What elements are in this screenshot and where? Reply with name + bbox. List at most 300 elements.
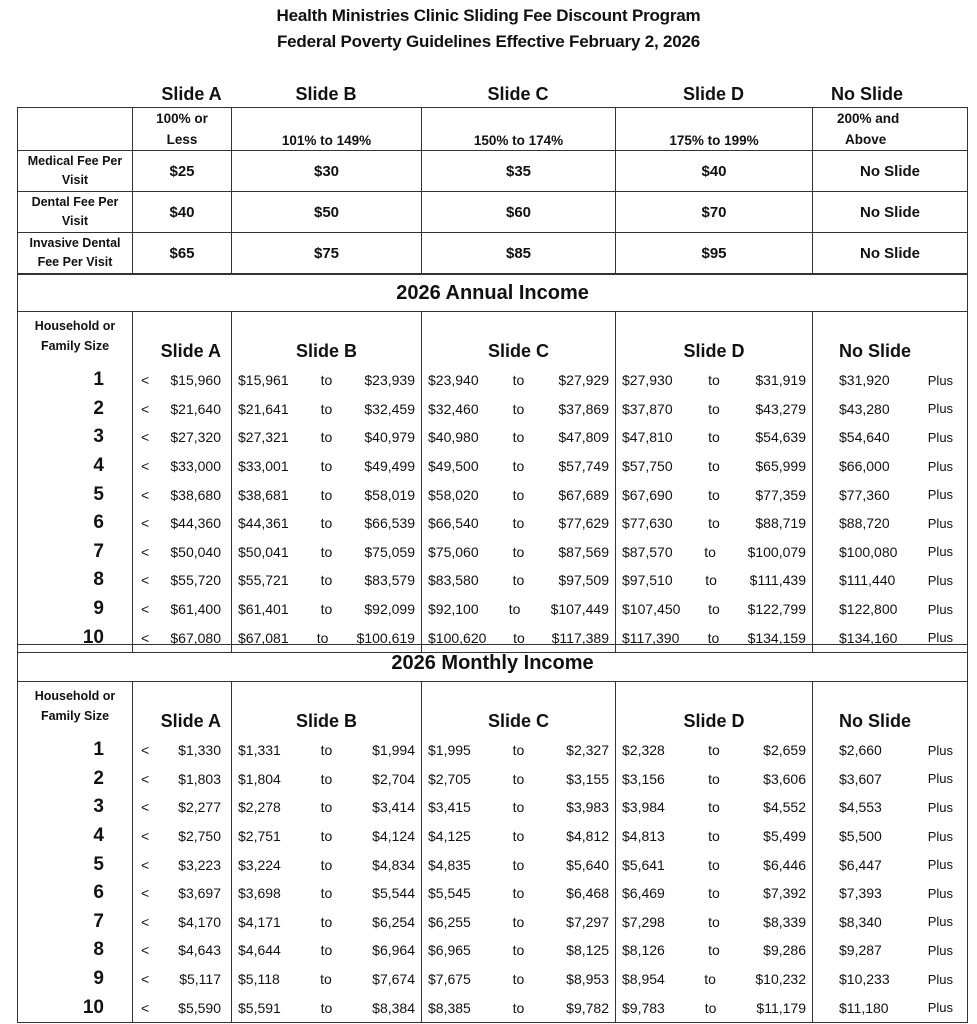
range-max: $32,459 xyxy=(364,400,415,417)
range-max: $43,279 xyxy=(755,400,806,417)
range-min: $31,920 xyxy=(839,372,890,389)
range-max: $92,099 xyxy=(364,601,415,618)
range-min: $8,385 xyxy=(428,999,471,1016)
slide-c-range xyxy=(422,993,616,1022)
fee-row-label: Medical Fee Per Visit xyxy=(18,151,133,192)
range-to: to xyxy=(320,999,333,1016)
range-to: to xyxy=(708,400,720,417)
household-size: 4 xyxy=(18,452,133,481)
range-max: $44,360 xyxy=(170,515,221,532)
range-max: $11,179 xyxy=(756,999,806,1016)
range-min: $88,720 xyxy=(839,515,890,532)
range-to: to xyxy=(512,429,525,446)
plus-label: Plus xyxy=(927,914,954,930)
range-max: $88,719 xyxy=(755,515,806,532)
range-to: to xyxy=(320,942,333,959)
range-min: $2,328 xyxy=(622,742,665,759)
fee-table xyxy=(17,107,968,274)
range-max: $9,782 xyxy=(566,999,609,1016)
slide-label-c: Slide C xyxy=(487,84,549,104)
income-row xyxy=(18,879,968,908)
range-max: $40,979 xyxy=(364,429,415,446)
no-slide-range xyxy=(813,850,968,879)
slide-d-range xyxy=(616,452,813,481)
slide-label-b: Slide B xyxy=(295,84,357,104)
slide-c-range xyxy=(422,566,616,595)
range-min: $4,644 xyxy=(238,942,281,959)
plus-label: Plus xyxy=(927,857,954,873)
poverty-level-b: 101% to 149% xyxy=(232,108,422,151)
range-to: to xyxy=(512,856,525,873)
range-min: $15,961 xyxy=(238,372,289,389)
plus-label: Plus xyxy=(927,544,954,560)
slide-a-range xyxy=(133,793,232,822)
range-min: $66,000 xyxy=(839,458,890,475)
less-than-sign: < xyxy=(141,942,150,959)
range-max: $75,059 xyxy=(364,543,415,560)
no-slide-range xyxy=(813,538,968,567)
household-size: 3 xyxy=(18,423,133,452)
range-max: $8,384 xyxy=(372,999,415,1016)
fee-value-c: $35 xyxy=(422,151,616,192)
range-to: to xyxy=(708,372,720,389)
slide-d-range xyxy=(616,538,813,567)
range-min: $4,835 xyxy=(428,856,471,873)
slide-c-range xyxy=(422,423,616,452)
range-max: $37,869 xyxy=(558,400,609,417)
slide-d-range xyxy=(616,936,813,965)
document-title: Health Ministries Clinic Sliding Fee Discount Program xyxy=(276,6,701,25)
less-than-sign: < xyxy=(141,458,150,475)
range-max: $1,994 xyxy=(372,742,415,759)
range-max: $1,803 xyxy=(178,770,221,787)
empty-cell xyxy=(18,108,133,151)
slide-a-range xyxy=(133,509,232,538)
range-to: to xyxy=(320,885,333,902)
range-to: to xyxy=(513,629,525,646)
slide-b-range xyxy=(232,595,422,624)
slide-c-range xyxy=(422,736,616,765)
household-size: 1 xyxy=(18,366,133,395)
slide-d-range xyxy=(616,793,813,822)
range-min: $107,450 xyxy=(622,601,681,618)
range-to: to xyxy=(512,372,525,389)
no-slide-range xyxy=(813,822,968,851)
range-to: to xyxy=(320,856,333,873)
less-than-sign: < xyxy=(141,742,150,759)
range-to: to xyxy=(512,742,525,759)
range-max: $23,939 xyxy=(364,372,415,389)
range-min: $50,041 xyxy=(238,543,289,560)
range-to: to xyxy=(320,429,333,446)
fee-value-c: $85 xyxy=(422,233,616,274)
less-than-sign: < xyxy=(141,572,150,589)
slide-b-range xyxy=(232,879,422,908)
range-min: $27,930 xyxy=(622,372,673,389)
slide-c-range xyxy=(422,965,616,994)
range-min: $40,980 xyxy=(428,429,479,446)
slide-b-range xyxy=(232,566,422,595)
slide-a-range xyxy=(133,423,232,452)
no-slide-range xyxy=(813,366,968,395)
range-max: $65,999 xyxy=(755,458,806,475)
slide-a-range xyxy=(133,736,232,765)
range-max: $67,080 xyxy=(170,629,221,646)
range-min: $2,278 xyxy=(238,799,281,816)
slide-a-range xyxy=(133,993,232,1022)
slide-b-header: Slide B xyxy=(232,312,422,367)
less-than-sign: < xyxy=(141,770,150,787)
income-row xyxy=(18,480,968,509)
range-min: $97,510 xyxy=(622,572,673,589)
less-than-sign: < xyxy=(141,885,150,902)
slide-a-header: Slide A xyxy=(133,312,232,367)
range-to: to xyxy=(708,856,720,873)
plus-label: Plus xyxy=(927,1000,954,1016)
less-than-sign: < xyxy=(141,486,150,503)
slide-b-range xyxy=(232,965,422,994)
range-to: to xyxy=(707,629,720,646)
range-min: $21,641 xyxy=(238,400,289,417)
poverty-level-none: 200% and Above xyxy=(813,108,968,151)
range-max: $6,254 xyxy=(372,913,415,930)
range-min: $8,340 xyxy=(839,913,882,930)
no-slide-range xyxy=(813,936,968,965)
range-max: $3,606 xyxy=(763,770,806,787)
plus-label: Plus xyxy=(927,828,954,844)
range-to: to xyxy=(512,913,525,930)
slide-a-range xyxy=(133,908,232,937)
slide-b-range xyxy=(232,452,422,481)
range-min: $10,233 xyxy=(839,971,890,988)
slide-b-range xyxy=(232,736,422,765)
slide-b-range xyxy=(232,908,422,937)
poverty-level-a: 100% or Less xyxy=(133,108,232,151)
range-min: $4,125 xyxy=(428,828,471,845)
slide-c-range xyxy=(422,822,616,851)
plus-label: Plus xyxy=(927,771,954,787)
range-max: $8,339 xyxy=(763,913,806,930)
range-max: $3,983 xyxy=(566,799,609,816)
no-slide-range xyxy=(813,993,968,1022)
range-max: $77,629 xyxy=(558,515,609,532)
slide-a-header: Slide A xyxy=(133,682,232,737)
slide-a-range xyxy=(133,765,232,794)
range-max: $4,170 xyxy=(178,913,221,930)
range-min: $23,940 xyxy=(428,372,479,389)
household-size-header: Household or Family Size xyxy=(18,682,133,737)
range-min: $3,156 xyxy=(622,770,665,787)
no-slide-range xyxy=(813,566,968,595)
slide-c-header: Slide C xyxy=(422,682,616,737)
less-than-sign: < xyxy=(141,629,150,646)
less-than-sign: < xyxy=(141,543,150,560)
plus-label: Plus xyxy=(927,601,954,617)
range-to: to xyxy=(320,828,333,845)
range-min: $3,698 xyxy=(238,885,281,902)
slide-a-range xyxy=(133,395,232,424)
less-than-sign: < xyxy=(141,999,150,1016)
range-min: $4,813 xyxy=(622,828,665,845)
slide-b-header: Slide B xyxy=(232,682,422,737)
plus-label: Plus xyxy=(927,885,954,901)
plus-label: Plus xyxy=(927,572,954,588)
slide-c-range xyxy=(422,879,616,908)
slide-b-range xyxy=(232,509,422,538)
plus-label: Plus xyxy=(927,742,954,758)
range-min: $1,804 xyxy=(238,770,281,787)
slide-b-range xyxy=(232,395,422,424)
range-to: to xyxy=(708,828,720,845)
no-slide-header: No Slide xyxy=(813,682,968,737)
range-max: $6,468 xyxy=(566,885,609,902)
range-to: to xyxy=(708,942,720,959)
slide-c-range xyxy=(422,908,616,937)
range-min: $92,100 xyxy=(428,601,479,618)
range-to: to xyxy=(704,999,717,1016)
slide-c-range xyxy=(422,595,616,624)
annual-header-row xyxy=(18,312,968,367)
range-to: to xyxy=(320,770,333,787)
slide-d-range xyxy=(616,395,813,424)
range-min: $77,360 xyxy=(839,486,890,503)
no-slide-range xyxy=(813,908,968,937)
range-min: $6,447 xyxy=(839,856,882,873)
range-max: $7,297 xyxy=(566,913,609,930)
less-than-sign: < xyxy=(141,856,150,873)
monthly-income-heading: 2026 Monthly Income xyxy=(18,645,968,682)
slide-d-range xyxy=(616,509,813,538)
range-to: to xyxy=(320,799,333,816)
range-max: $50,040 xyxy=(170,543,221,560)
slide-column-labels xyxy=(0,84,977,108)
fee-row-label: Dental Fee Per Visit xyxy=(18,192,133,233)
range-to: to xyxy=(320,486,333,503)
slide-a-range xyxy=(133,965,232,994)
income-row xyxy=(18,366,968,395)
slide-b-range xyxy=(232,538,422,567)
range-to: to xyxy=(320,515,333,532)
household-size: 8 xyxy=(18,936,133,965)
range-to: to xyxy=(320,572,333,589)
household-size: 3 xyxy=(18,793,133,822)
range-min: $117,390 xyxy=(622,629,680,646)
slide-a-range xyxy=(133,480,232,509)
no-slide-range xyxy=(813,452,968,481)
slide-d-range xyxy=(616,736,813,765)
less-than-sign: < xyxy=(141,429,150,446)
income-row xyxy=(18,423,968,452)
household-size: 7 xyxy=(18,908,133,937)
slide-b-range xyxy=(232,822,422,851)
household-size: 5 xyxy=(18,480,133,509)
slide-b-range xyxy=(232,850,422,879)
income-row xyxy=(18,908,968,937)
range-min: $6,469 xyxy=(622,885,665,902)
range-max: $87,569 xyxy=(558,543,609,560)
range-min: $47,810 xyxy=(622,429,673,446)
household-size: 2 xyxy=(18,765,133,794)
range-min: $5,641 xyxy=(622,856,665,873)
slide-a-range xyxy=(133,936,232,965)
range-min: $43,280 xyxy=(839,400,890,417)
plus-label: Plus xyxy=(927,971,954,987)
range-max: $100,079 xyxy=(747,543,806,560)
fee-value-a: $25 xyxy=(133,151,232,192)
income-row xyxy=(18,395,968,424)
slide-d-range xyxy=(616,366,813,395)
range-max: $15,960 xyxy=(170,372,221,389)
slide-a-range xyxy=(133,822,232,851)
range-min: $100,080 xyxy=(839,543,898,560)
range-to: to xyxy=(320,400,333,417)
less-than-sign: < xyxy=(141,515,150,532)
plus-label: Plus xyxy=(927,401,954,417)
poverty-level-d: 175% to 199% xyxy=(616,108,813,151)
range-to: to xyxy=(512,828,525,845)
fee-row-label: Invasive Dental Fee Per Visit xyxy=(18,233,133,274)
range-max: $4,812 xyxy=(566,828,609,845)
less-than-sign: < xyxy=(141,799,150,816)
slide-b-range xyxy=(232,423,422,452)
range-max: $61,400 xyxy=(170,601,221,618)
range-min: $8,954 xyxy=(622,971,665,988)
range-to: to xyxy=(704,971,716,988)
range-to: to xyxy=(512,942,525,959)
range-min: $49,500 xyxy=(428,458,479,475)
range-max: $111,439 xyxy=(749,572,806,589)
plus-label: Plus xyxy=(927,429,954,445)
range-max: $1,330 xyxy=(178,742,221,759)
range-min: $75,060 xyxy=(428,543,479,560)
income-row xyxy=(18,793,968,822)
no-slide-range xyxy=(813,793,968,822)
range-min: $67,690 xyxy=(622,486,673,503)
slide-c-range xyxy=(422,765,616,794)
range-to: to xyxy=(705,572,717,589)
slide-c-range xyxy=(422,395,616,424)
less-than-sign: < xyxy=(141,400,150,417)
income-row xyxy=(18,452,968,481)
slide-c-range xyxy=(422,509,616,538)
range-min: $54,640 xyxy=(839,429,890,446)
income-row xyxy=(18,850,968,879)
range-max: $4,834 xyxy=(372,856,415,873)
fee-row xyxy=(18,192,968,233)
range-to: to xyxy=(708,742,720,759)
range-max: $58,019 xyxy=(364,486,415,503)
range-max: $83,579 xyxy=(364,572,415,589)
document-subtitle: Federal Poverty Guidelines Effective February 2, 2026 xyxy=(276,32,701,51)
fee-value-b: $50 xyxy=(232,192,422,233)
range-to: to xyxy=(320,742,333,759)
less-than-sign: < xyxy=(141,971,150,988)
range-to: to xyxy=(708,601,720,618)
fee-row xyxy=(18,151,968,192)
range-min: $67,081 xyxy=(238,629,289,646)
range-to: to xyxy=(512,999,525,1016)
range-max: $55,720 xyxy=(170,572,221,589)
slide-b-range xyxy=(232,993,422,1022)
range-min: $111,440 xyxy=(839,572,896,589)
slide-b-range xyxy=(232,936,422,965)
slide-d-range xyxy=(616,423,813,452)
range-to: to xyxy=(708,429,720,446)
range-max: $8,953 xyxy=(566,971,609,988)
range-min: $3,224 xyxy=(238,856,281,873)
range-to: to xyxy=(320,913,333,930)
range-max: $4,643 xyxy=(178,942,221,959)
range-max: $5,640 xyxy=(566,856,609,873)
slide-d-range xyxy=(616,566,813,595)
range-max: $107,449 xyxy=(550,601,609,618)
range-to: to xyxy=(512,799,525,816)
range-min: $3,415 xyxy=(428,799,471,816)
slide-d-header: Slide D xyxy=(616,312,813,367)
plus-label: Plus xyxy=(927,458,954,474)
slide-a-range xyxy=(133,452,232,481)
slide-d-range xyxy=(616,965,813,994)
range-max: $31,919 xyxy=(755,372,806,389)
range-min: $57,750 xyxy=(622,458,673,475)
household-size: 2 xyxy=(18,395,133,424)
less-than-sign: < xyxy=(141,601,150,618)
range-max: $9,286 xyxy=(763,942,806,959)
income-row xyxy=(18,936,968,965)
range-min: $100,620 xyxy=(428,629,487,646)
range-max: $3,155 xyxy=(566,770,609,787)
range-max: $21,640 xyxy=(170,400,221,417)
fee-value-d: $40 xyxy=(616,151,813,192)
range-min: $6,255 xyxy=(428,913,471,930)
slide-b-range xyxy=(232,793,422,822)
household-size: 5 xyxy=(18,850,133,879)
range-to: to xyxy=(512,543,525,560)
fee-value-none: No Slide xyxy=(813,233,968,274)
slide-c-range xyxy=(422,850,616,879)
range-to: to xyxy=(320,372,333,389)
range-min: $122,800 xyxy=(839,601,898,618)
household-size: 7 xyxy=(18,538,133,567)
slide-b-range xyxy=(232,765,422,794)
range-max: $54,639 xyxy=(755,429,806,446)
range-min: $7,393 xyxy=(839,885,882,902)
range-to: to xyxy=(320,601,333,618)
range-max: $67,689 xyxy=(558,486,609,503)
range-min: $44,361 xyxy=(238,515,289,532)
slide-label-d: Slide D xyxy=(682,84,744,104)
poverty-level-row xyxy=(18,108,968,151)
range-max: $27,320 xyxy=(170,429,221,446)
range-max: $2,659 xyxy=(763,742,806,759)
range-min: $77,630 xyxy=(622,515,673,532)
range-min: $4,171 xyxy=(238,913,281,930)
range-max: $117,389 xyxy=(551,629,609,646)
income-row xyxy=(18,765,968,794)
range-to: to xyxy=(316,629,329,646)
range-to: to xyxy=(512,400,525,417)
range-max: $10,232 xyxy=(755,971,806,988)
range-min: $66,540 xyxy=(428,515,479,532)
income-row xyxy=(18,822,968,851)
range-min: $7,675 xyxy=(428,971,471,988)
range-max: $57,749 xyxy=(558,458,609,475)
household-size: 6 xyxy=(18,879,133,908)
range-min: $9,287 xyxy=(839,942,882,959)
range-max: $5,590 xyxy=(178,999,221,1016)
slide-d-range xyxy=(616,480,813,509)
range-to: to xyxy=(708,458,720,475)
